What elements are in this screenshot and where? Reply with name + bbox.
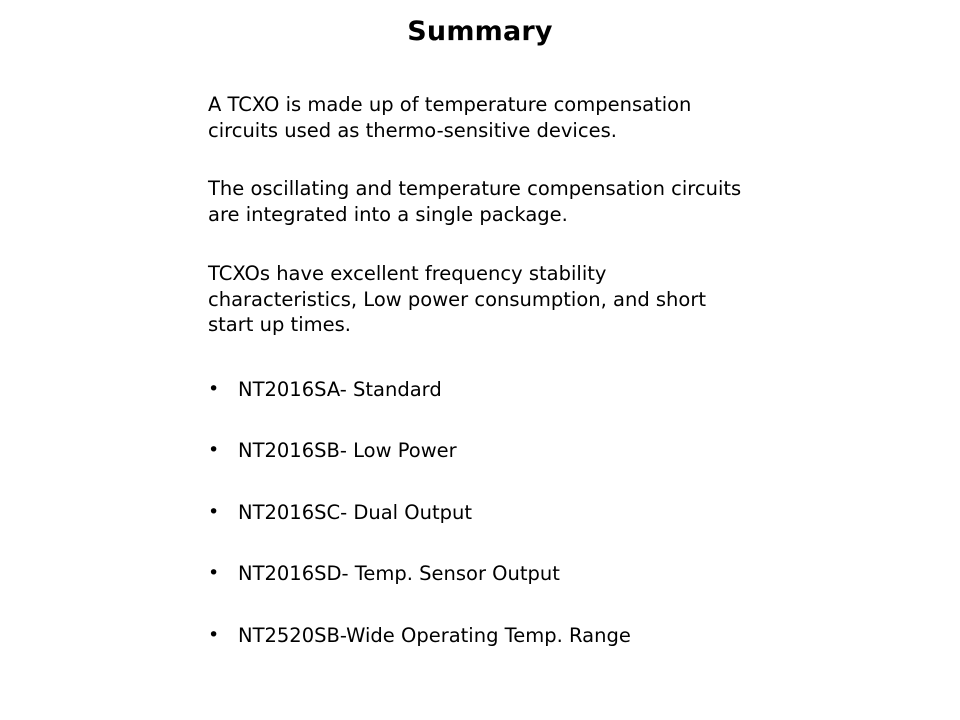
bullet-dot-icon: • (208, 562, 220, 585)
list-item-label: NT2016SC- Dual Output (238, 500, 473, 524)
paragraph: The oscillating and temperature compensation circuits are integrated into a single package. (208, 177, 742, 227)
list-item-label: NT2520SB-Wide Operating Temp. Range (238, 623, 631, 647)
bullet-dot-icon: • (208, 623, 220, 646)
list-item (208, 501, 828, 524)
list-item-label: NT2016SB- Low Power (238, 439, 457, 463)
bullet-dot-icon: • (208, 378, 220, 400)
bullet-list (208, 378, 828, 647)
list-item-label: NT2016SD- Temp. Sensor Output (238, 562, 560, 586)
paragraph: A TCXO is made up of temperature compensation circuits used as thermo-sensitive devices. (208, 93, 692, 142)
list-item-label: NT2016SA- Standard (238, 378, 442, 401)
bullet-dot-icon: • (208, 500, 220, 523)
bullet-dot-icon: • (208, 439, 220, 462)
list-item (208, 562, 828, 585)
list-item (208, 378, 828, 401)
paragraph: TCXOs have excellent frequency stability characteristics, Low power consumption, and short start up times. (208, 261, 707, 337)
body-text-block (208, 92, 808, 338)
list-item (208, 439, 828, 462)
list-item (208, 624, 828, 647)
page-title: Summary (407, 16, 553, 47)
